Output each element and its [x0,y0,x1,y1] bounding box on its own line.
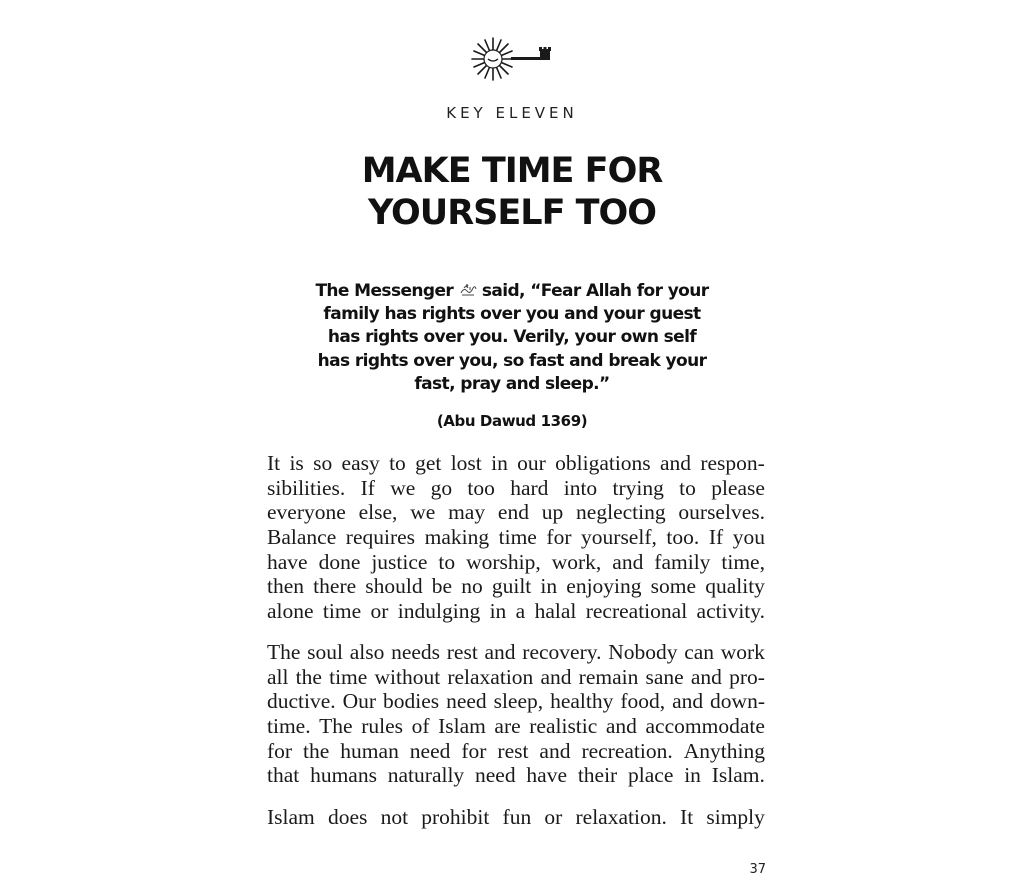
word: time [498,525,537,550]
word: all [267,664,289,689]
word: realistic [529,714,598,739]
word: and [612,549,644,574]
word: quality [705,574,765,599]
word: time. [267,714,311,739]
word: for [267,738,293,763]
word: there [313,574,357,599]
body-paragraph-3 [267,805,765,830]
word: of [411,714,430,739]
word: in [540,574,558,599]
word: family [654,549,711,574]
word: accommodate [645,714,765,739]
word: recreation. [581,738,673,763]
word: also [349,640,385,664]
word: that [267,763,300,788]
word: making [424,525,490,550]
sun-key-icon [466,32,558,86]
word: needs [391,640,441,664]
word: end [497,500,529,525]
word: healthy [550,689,614,714]
word: obligations [555,451,651,475]
word: trying [612,475,664,500]
word: our [517,451,546,475]
text-line [267,574,765,599]
word: get [415,451,442,475]
text-line [267,689,765,714]
word: in [489,599,507,624]
text-line [267,525,765,550]
word: The [319,714,353,739]
word: rest [497,738,529,763]
hadith-quote [290,280,734,396]
word: hard [510,475,549,500]
word: the [295,664,322,689]
word: Islam. [711,763,765,788]
word: we [390,475,416,500]
word: worship, [466,549,541,574]
word: soul [307,640,343,664]
word: time, [721,549,765,574]
word: everyone [267,500,346,525]
word: place [628,763,674,788]
page-number: 37 [749,862,766,877]
word: requires [345,525,416,550]
body-paragraph-2 [267,640,765,788]
chapter-kicker: KEY ELEVEN [446,104,578,122]
word: be [431,574,453,599]
word: lost [450,451,482,475]
word: have [267,549,308,574]
word: easy [341,451,380,475]
hadith-citation: (Abu Dawud 1369) [436,412,588,430]
word: need [409,738,451,763]
text-line [267,500,765,525]
word: work [720,640,765,664]
word: please [711,475,765,500]
word: remain [578,664,639,689]
word: and [660,451,692,475]
word: relaxation. [575,805,667,829]
quote-line: has rights over you. Verily, your own self [327,327,697,348]
word: and [672,689,704,714]
word: too. [666,525,700,550]
word: time [329,664,368,689]
word: can [684,640,715,664]
word: up [541,500,564,525]
word: recovery. [522,640,602,664]
word: for [461,738,487,763]
text-line [267,451,765,476]
word: and [540,664,572,689]
word: to [679,475,696,500]
word: time [322,599,362,624]
word: fun [502,805,532,829]
word: Balance [267,525,337,550]
word: without [374,664,441,689]
word: pro- [729,664,765,689]
word: for [546,525,572,550]
word: rest [446,640,478,664]
word: go [430,475,453,500]
word: neglecting [576,500,666,525]
word: If [708,525,724,550]
word: rules [361,714,403,739]
word: ourselves. [678,500,765,525]
quote-line: family has rights over you and your guest [323,304,701,325]
word: we [410,500,436,525]
word: Our [342,689,377,714]
word: indulging [397,599,481,624]
word: activity. [696,599,765,624]
text-line [267,665,765,690]
word: and [605,714,637,739]
salawat-calligraphy-icon [459,283,477,297]
word: in [684,763,701,788]
word: sleep, [493,689,544,714]
text-line [267,714,765,739]
word: sane [645,664,684,689]
word: Anything [683,738,765,763]
word: to [438,549,456,574]
word: are [494,714,521,739]
word: respon- [700,451,765,475]
word: the [303,738,330,763]
word: enjoying [566,574,642,599]
text-line [267,739,765,764]
word: to [389,451,406,475]
word: in [491,451,508,475]
title-line: MAKE TIME FOR [361,151,663,191]
word: It [267,451,281,475]
word: no [461,574,483,599]
word: prohibit [421,805,490,829]
word: recreational [585,599,688,624]
text-line [267,805,765,830]
title-line: YOURSELF TOO [367,193,657,233]
word: you [732,525,765,550]
text-line [267,599,765,624]
word: humans [310,763,377,788]
word: and [484,640,516,664]
word: too [467,475,495,500]
word: simply [706,805,765,829]
word: alone [267,599,314,624]
word: guilt [491,574,532,599]
word: If [360,475,375,500]
word: down- [710,689,765,714]
page-title [0,150,1024,234]
word: and [690,664,722,689]
word: then [267,574,305,599]
word: food, [620,689,666,714]
word: human [340,738,399,763]
word: work, [551,549,602,574]
word: does [327,805,368,829]
word: is [289,451,304,475]
word: else, [358,500,398,525]
word: bodies [382,689,440,714]
word: done [318,549,361,574]
word: or [370,599,389,624]
word: not [380,805,409,829]
quote-line-start: The Messenger [315,281,454,301]
word: some [650,574,697,599]
word: ductive. [267,689,336,714]
word: sibilities. [267,475,346,500]
word: Islam [267,805,315,829]
word: yourself, [581,525,657,550]
text-line [267,550,765,575]
text-line [267,476,765,501]
word: Islam [438,714,486,739]
word: The [267,640,301,664]
word: relaxation [447,664,534,689]
word: have [526,763,567,788]
word: need [475,763,516,788]
quote-line: fast, pray and sleep.” [414,373,610,394]
word: into [563,475,598,500]
quote-line [290,280,734,303]
quote-line: has rights over you, so fast and break your [317,350,707,371]
word: justice [371,549,428,574]
word: a [515,599,526,624]
word: or [544,805,563,829]
text-line [267,763,765,788]
word: It [680,805,694,829]
word: and [539,738,571,763]
word: may [448,500,486,525]
text-line [267,640,765,665]
word: Nobody [608,640,678,664]
word: need [446,689,487,714]
word: their [577,763,618,788]
word: halal [534,599,577,624]
word: so [313,451,333,475]
body-paragraph-1 [267,451,765,624]
quote-line-end: said, “Fear Allah for your [481,281,709,301]
word: naturally [387,763,465,788]
word: should [365,574,423,599]
